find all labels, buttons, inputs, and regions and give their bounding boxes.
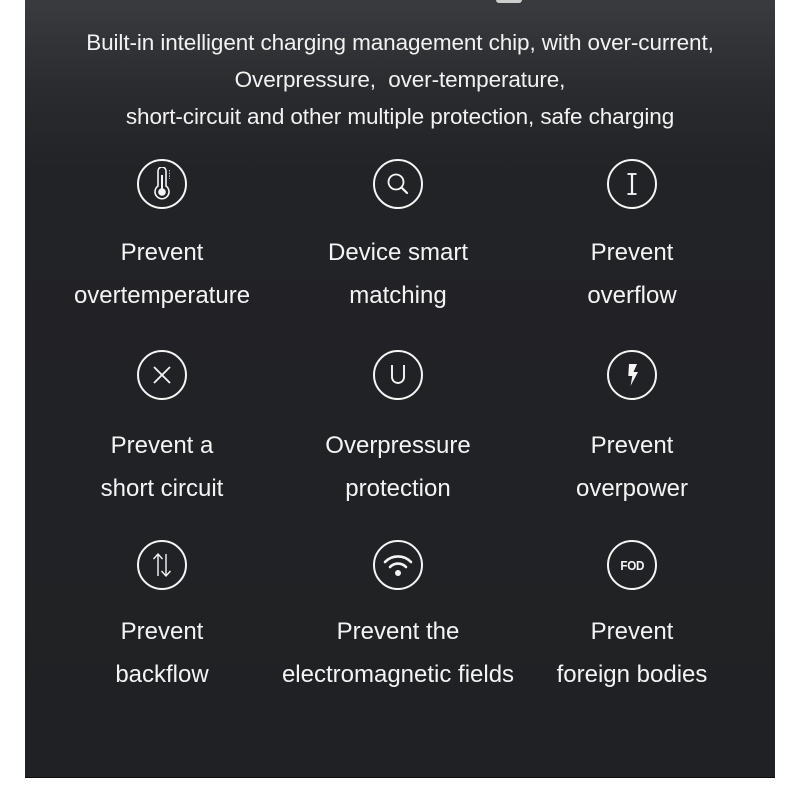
feature-electromagnetic-fields	[263, 540, 533, 696]
cross-icon	[137, 350, 187, 400]
intro-line-1: Built-in intelligent charging management chip, with over-current,	[86, 30, 714, 55]
feature-label-line2: matching	[349, 282, 447, 309]
feature-label-line1: Prevent	[590, 432, 674, 459]
feature-overpower	[497, 350, 767, 510]
feature-label-line1: Prevent the	[336, 618, 460, 645]
intro-line-3: short-circuit and other multiple protection, safe charging	[125, 104, 675, 129]
feature-device-smart-matching	[263, 159, 533, 317]
feature-label-line1: Prevent	[120, 618, 204, 645]
fod-icon-text: FOD	[620, 557, 644, 573]
feature-overpressure-protection	[263, 350, 533, 510]
feature-label-line2: short circuit	[100, 475, 224, 502]
feature-label-line1: Prevent	[590, 618, 674, 645]
up-down-arrows-icon	[137, 540, 187, 590]
lightning-icon	[607, 350, 657, 400]
feature-overflow	[497, 159, 767, 317]
intro-text	[0, 24, 800, 135]
feature-backflow	[27, 540, 297, 696]
feature-label-line2: electromagnetic fields	[281, 661, 515, 688]
cropped-heading-fragment	[496, 0, 522, 3]
feature-label-line1: Prevent a	[110, 432, 214, 459]
magnifier-icon	[373, 159, 423, 209]
feature-label-line2: overtemperature	[73, 282, 251, 309]
feature-label-line2: protection	[345, 475, 451, 502]
feature-label-line2: overflow	[587, 282, 677, 309]
feature-overtemperature	[27, 159, 297, 317]
voltage-u-icon	[373, 350, 423, 400]
feature-short-circuit	[27, 350, 297, 510]
wireless-signal-icon	[373, 540, 423, 590]
feature-label-line1: Overpressure	[325, 432, 471, 459]
feature-label-line1: Prevent	[590, 239, 674, 266]
current-i-icon	[607, 159, 657, 209]
feature-foreign-bodies	[497, 540, 767, 696]
feature-label-line2: backflow	[115, 661, 209, 688]
feature-label-line1: Device smart	[327, 239, 469, 266]
feature-label-line2: overpower	[575, 475, 689, 502]
fod-icon	[607, 540, 657, 590]
intro-line-2: Overpressure, over-temperature,	[234, 67, 566, 92]
feature-label-line2: foreign bodies	[556, 661, 708, 688]
thermometer-icon	[137, 159, 187, 209]
feature-label-line1: Prevent	[120, 239, 204, 266]
